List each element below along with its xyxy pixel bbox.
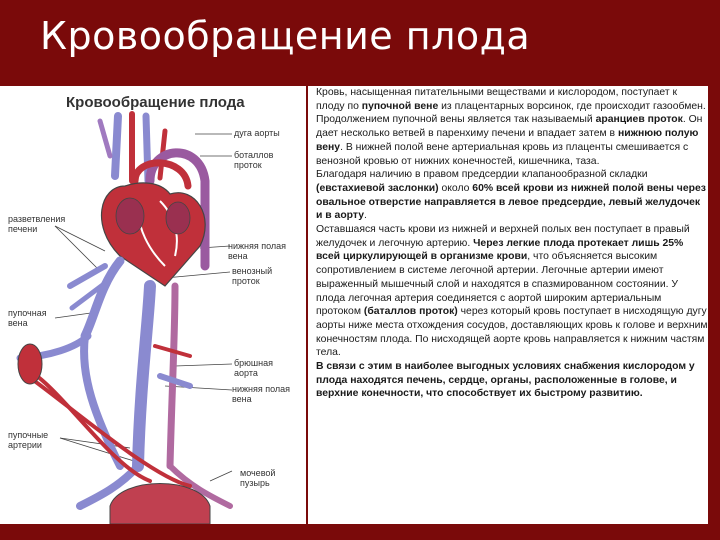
label-inferior-vena-cava-lower: нижняя полая вена bbox=[232, 384, 291, 404]
label-botallo-duct: боталлов проток bbox=[234, 150, 274, 170]
description-text bbox=[308, 86, 708, 524]
label-liver-branching: разветвления печени bbox=[8, 214, 66, 234]
label-umbilical-vein: пупочная вена bbox=[8, 308, 47, 328]
paragraph-pulmonary: Оставшаяся часть крови из нижней и верхней полых вен поступает в правый желудочек и легочную артерию. Через легкие плода протекает лишь 25% всей циркулирующей в организме крови, что объясняется высоким сопротивлением в системе легочной артерии. Легочные артерии имеют выраженный мышечный слой и находятся в спазмированном состоянии. У плода легочная артерия соединяется с аортой широким артериальным протоком (баталлов проток) через который кровь поступает в нисходящую дугу аорты ниже места отхождения сосудов, доставляющих кровь к голове и верхним конечностям плода. По нисходящей аорте кровь направляется к нижним частям тела. bbox=[316, 224, 708, 359]
slide-title: Кровообращение плода bbox=[40, 14, 531, 58]
label-abdominal-aorta: брюшная аорта bbox=[234, 358, 273, 378]
figure-title: Кровообращение плода bbox=[66, 94, 245, 111]
label-aortic-arch: дуга аорты bbox=[234, 128, 280, 138]
label-inferior-vena-cava-upper: нижняя полая вена bbox=[228, 241, 287, 261]
trunk-vessels bbox=[70, 261, 230, 506]
umbilical-vessels bbox=[20, 336, 190, 486]
placenta-umbilicus bbox=[18, 344, 42, 384]
label-bladder: мочевой пузырь bbox=[240, 468, 276, 488]
label-umbilical-arteries: пупочные артерии bbox=[8, 430, 49, 450]
label-venous-duct: венозный проток bbox=[232, 266, 273, 286]
paragraph-eustachian-valve: Благодаря наличию в правом предсердии клапанообразной складки (евстахиевой заслонки) около 60% всей крови из нижней полой вены через овальное отверстие направляется в левое предсердие, левый желудочек и в аорту. bbox=[316, 169, 706, 222]
fetal-circulation-figure bbox=[0, 86, 306, 524]
paragraph-placenta: Кровь, насыщенная питательными веществами и кислородом, поступает к плоду по пупочной вене из плацентарных ворсинок, где происходит газообмен. Продолжением пупочной вены является так называемый аранциев проток. Он дает несколько ветвей в паренхиму печени и впадает затем в нижнюю полую вену. В нижней полой вене артериальная кровь из плаценты смешивается с венозной кровью от нижних конечностей, кишечника, таза. bbox=[316, 87, 706, 167]
paragraph-conclusion: В связи с этим в наиболее выгодных условиях снабжения кислородом у плода находятся печень, сердце, органы, расположенные в голове, и верхние конечности, что способствует их быстрому развитию. bbox=[316, 361, 695, 400]
